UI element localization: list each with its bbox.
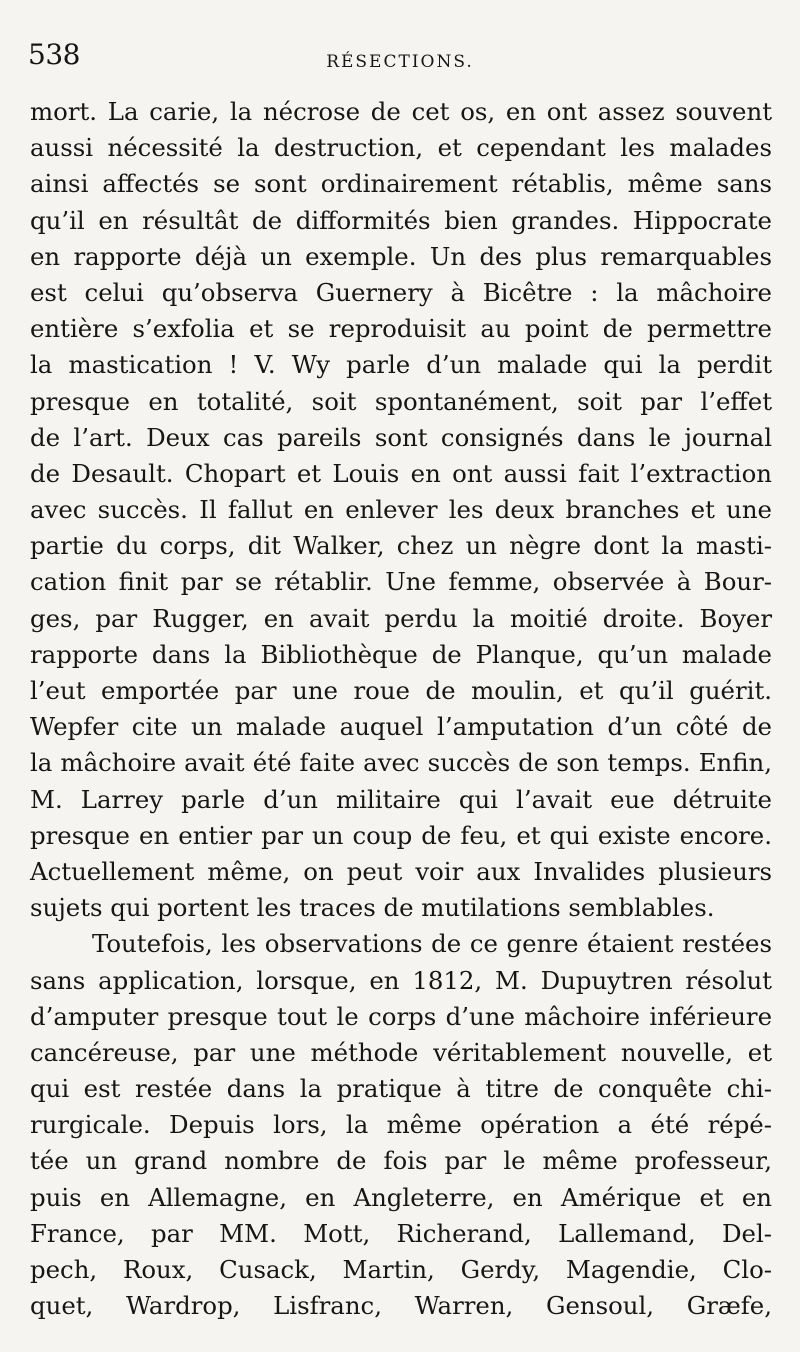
text-line: Wepfer cite un malade auquel l’amputation d’un côté de xyxy=(30,712,772,742)
text-line: quet, Wardrop, Lisfranc, Warren, Gensoul, Græfe, xyxy=(30,1291,772,1321)
text-line: la mastication ! V. Wy parle d’un malade qui la perdit xyxy=(30,350,772,380)
text-line: tée un grand nombre de fois par le même professeur, xyxy=(30,1146,772,1176)
text-line: mort. La carie, la nécrose de cet os, en ont assez souvent xyxy=(30,97,772,126)
text-line: qu’il en résultât de difformités bien grandes. Hippocrate xyxy=(30,205,772,235)
text-line: de Desault. Chopart et Louis en ont aussi fait l’extraction xyxy=(30,458,772,488)
text-line: l’eut emportée par une roue de moulin, et qu’il guérit. xyxy=(30,676,772,705)
text-line: avec succès. Il fallut en enlever les deux branches et une xyxy=(30,495,772,525)
text-line: d’amputer presque tout le corps d’une mâchoire inférieure xyxy=(30,1001,772,1031)
text-line: ainsi affectés se sont ordinairement rétablis, même sans xyxy=(30,169,772,199)
text-line: presque en totalité, soit spontanément, soit par l’effet xyxy=(30,386,772,416)
text-line: sans application, lorsque, en 1812, M. Dupuytren résolut xyxy=(30,965,772,995)
text-line: de l’art. Deux cas pareils sont consignés dans le journal xyxy=(30,422,772,452)
text-line: en rapporte déjà un exemple. Un des plus remarquables xyxy=(30,241,772,271)
text-line: puis en Allemagne, en Angleterre, en Amérique et en xyxy=(30,1182,772,1212)
text-line: presque en entier par un coup de feu, et qui existe encore. xyxy=(30,820,772,850)
text-line: qui est restée dans la pratique à titre de conquête chi- xyxy=(30,1074,772,1104)
text-line: est celui qu’observa Guernery à Bicêtre : la mâchoire xyxy=(30,277,772,307)
text-line: France, par MM. Mott, Richerand, Lallemand, Del- xyxy=(30,1218,772,1248)
text-line: la mâchoire avait été faite avec succès de son temps. Enfin, xyxy=(30,748,772,778)
running-head: RÉSECTIONS. xyxy=(326,52,474,72)
text-line: sujets qui portent les traces de mutilations semblables. xyxy=(30,893,715,923)
page-header xyxy=(28,38,772,78)
body-text xyxy=(30,94,772,1324)
page-number: 538 xyxy=(28,38,80,71)
text-line: cancéreuse, par une méthode véritablement nouvelle, et xyxy=(30,1037,772,1067)
text-line: M. Larrey parle d’un militaire qui l’avait eue détruite xyxy=(30,784,772,814)
text-line: rapporte dans la Bibliothèque de Planque, qu’un malade xyxy=(30,639,772,669)
text-line: pech, Roux, Cusack, Martin, Gerdy, Magendie, Clo- xyxy=(30,1255,772,1284)
text-line: cation finit par se rétablir. Une femme, observée à Bour- xyxy=(30,567,772,597)
text-line: ges, par Rugger, en avait perdu la moitié droite. Boyer xyxy=(30,603,772,633)
text-line: Toutefois, les observations de ce genre étaient restées xyxy=(92,929,772,959)
text-line: Actuellement même, on peut voir aux Invalides plusieurs xyxy=(30,856,772,886)
text-line: aussi nécessité la destruction, et cependant les malades xyxy=(30,133,772,163)
text-line: partie du corps, dit Walker, chez un nègre dont la masti- xyxy=(30,531,772,561)
text-line: rurgicale. Depuis lors, la même opération a été répé- xyxy=(30,1110,772,1140)
text-line: entière s’exfolia et se reproduisit au point de permettre xyxy=(30,314,772,344)
